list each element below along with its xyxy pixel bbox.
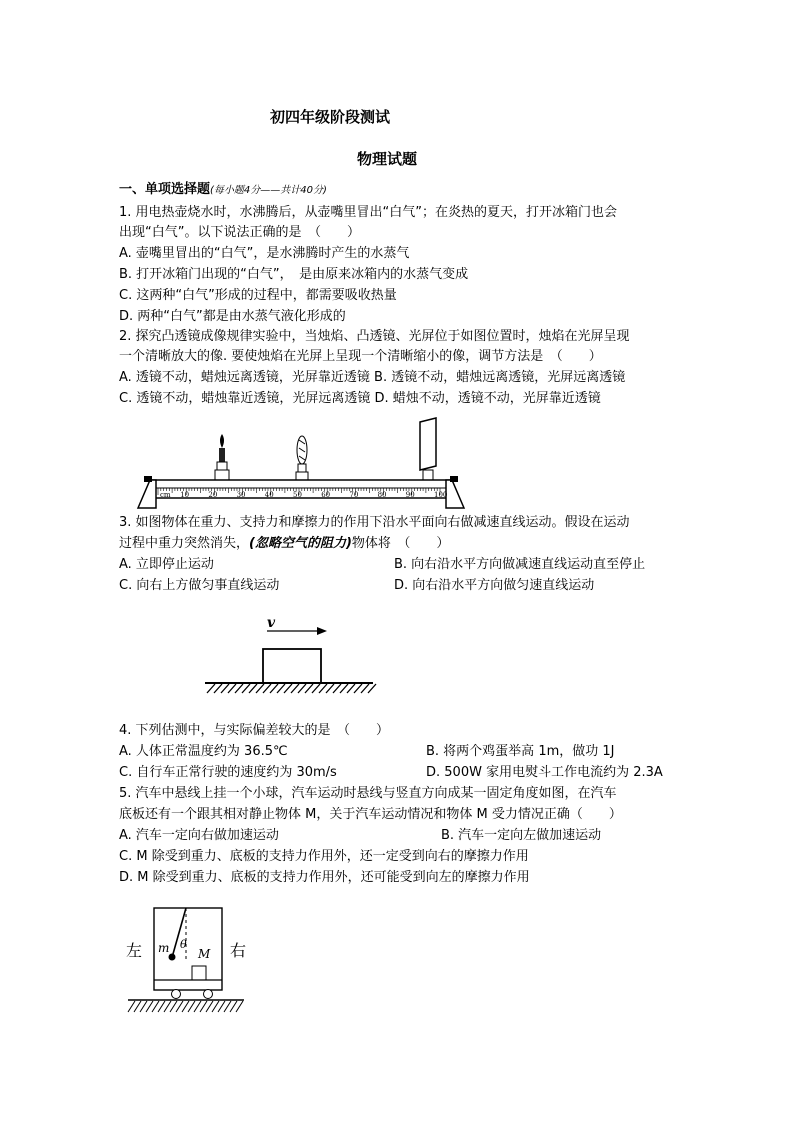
ruler-tick-label: 80	[377, 491, 387, 499]
hatch-line	[361, 684, 369, 693]
hatch-line	[134, 1001, 141, 1012]
q5-stem-line1: 5. 汽车中悬线上挂一个小球，汽车运动时悬线与竖直方向成某一固定角度如图，在汽车	[119, 786, 617, 801]
q4-option-d: D. 500W 家用电熨斗工作电流约为 2.3A	[426, 765, 663, 780]
left-label: 左	[126, 941, 143, 960]
q1-stem-line1: 1. 用电热壶烧水时，水沸腾后，从壶嘴里冒出“白气”；在炎热的夏天，打开冰箱门也会	[119, 205, 618, 220]
hatch-line	[347, 684, 355, 693]
angle-label: θ	[180, 938, 187, 951]
q4-option-b: B. 将两个鸡蛋举高 1m，做功 1J	[426, 744, 615, 759]
ruler-tick-label: 70	[349, 491, 359, 499]
screen-stand	[423, 470, 433, 480]
q3-option-d: D. 向右沿水平方向做匀速直线运动	[394, 578, 595, 593]
q5-option-a: A. 汽车一定向右做加速运动	[119, 828, 279, 843]
section-heading	[119, 181, 327, 200]
right-wheel	[204, 990, 213, 999]
ball-label: m	[158, 941, 170, 955]
hatch-line	[326, 684, 334, 693]
hatch-line	[206, 1001, 213, 1012]
velocity-label: v	[267, 615, 276, 631]
optical-bench-figure	[130, 418, 470, 514]
q2-stem-line2: 一个清晰放大的像. 要使烛焰在光屏上呈现一个清晰缩小的像，调节方法是 （ ）	[119, 349, 602, 364]
q3-stem-line2-a: 过程中重力突然消失，	[119, 536, 250, 551]
hatch-line	[188, 1001, 195, 1012]
page-subtitle: 物理试题	[357, 150, 418, 168]
ruler-tick-label: 40	[264, 491, 274, 499]
ruler-tick-label: 20	[208, 491, 218, 499]
q1-option-d: D. 两种“白气”都是由水蒸气液化形成的	[119, 309, 346, 324]
block-label: M	[198, 947, 211, 961]
candle	[219, 448, 225, 462]
q4-option-a: A. 人体正常温度约为 36.5℃	[119, 744, 288, 759]
ruler-tick-label: cm	[160, 491, 171, 499]
candle-flame	[220, 434, 224, 448]
q3-stem-line2	[119, 535, 449, 553]
light-screen	[420, 418, 436, 470]
hatch-line	[340, 684, 348, 693]
hatch-line	[284, 684, 292, 693]
section-heading-text: 一、单项选择题	[119, 182, 211, 197]
hatch-line	[214, 684, 222, 693]
hatch-line	[228, 684, 236, 693]
hatch-line	[277, 684, 285, 693]
hatch-line	[291, 684, 299, 693]
q5-option-c: C. M 除受到重力、底板的支持力作用外，还一定受到向右的摩擦力作用	[119, 849, 529, 864]
q3-option-a: A. 立即停止运动	[119, 557, 214, 572]
page-title: 初四年级阶段测试	[270, 108, 391, 126]
ruler-tick-label: 60	[321, 491, 331, 499]
hatch-line	[146, 1001, 153, 1012]
bench-right-support	[446, 480, 464, 508]
ruler-tick-label: 90	[405, 491, 415, 499]
ruler-tick-label: 100	[434, 491, 448, 499]
block-m	[192, 966, 206, 980]
q5-stem-line2: 底板还有一个跟其相对静止物体 M，关于汽车运动情况和物体 M 受力情况正确（ ）	[119, 807, 622, 822]
q2-options-ab: A. 透镜不动，蜡烛远离透镜，光屏靠近透镜 B. 透镜不动，蜡烛远离透镜，光屏远离透镜	[119, 370, 626, 385]
hatch-line	[333, 684, 341, 693]
q2-options-cd: C. 透镜不动，蜡烛靠近透镜，光屏远离透镜 D. 蜡烛不动，透镜不动，光屏靠近透镜	[119, 391, 601, 406]
hatch-line	[298, 684, 306, 693]
hatch-line	[176, 1001, 183, 1012]
hatch-line	[242, 684, 250, 693]
hatch-line	[368, 684, 376, 693]
hatch-line	[249, 684, 257, 693]
q2-stem-line1: 2. 探究凸透镜成像规律实验中，当烛焰、凸透镜、光屏位于如图位置时，烛焰在光屏呈现	[119, 329, 630, 344]
hatch-line	[305, 684, 313, 693]
hatch-line	[164, 1001, 171, 1012]
hatch-line	[212, 1001, 219, 1012]
bench-left-support	[138, 480, 156, 508]
hatch-line	[182, 1001, 189, 1012]
hatch-line	[256, 684, 264, 693]
q1-option-b: B. 打开冰箱门出现的“白气”， 是由原来冰箱内的水蒸气变成	[119, 267, 469, 282]
car-pendulum-figure	[124, 900, 274, 1018]
hatch-line	[270, 684, 278, 693]
hatch-line	[221, 684, 229, 693]
hatch-line	[312, 684, 320, 693]
arrow-head-icon	[317, 627, 327, 635]
hatch-line	[236, 1001, 243, 1012]
q1-option-a: A. 壶嘴里冒出的“白气”，是水沸腾时产生的水蒸气	[119, 246, 410, 261]
ruler-tick-label: 50	[293, 491, 302, 499]
q3-stem-line2-b: (忽略空气的阻力)	[249, 536, 352, 551]
ground-hatch	[207, 684, 376, 693]
q4-option-c: C. 自行车正常行驶的速度约为 30m/s	[119, 765, 337, 780]
hatch-line	[194, 1001, 201, 1012]
section-note: (每小题4分——共计40分)	[210, 185, 327, 196]
hatch-line	[230, 1001, 237, 1012]
ruler-tick-label: 10	[180, 491, 190, 499]
ruler-tick-label: 30	[236, 491, 246, 499]
hatch-line	[158, 1001, 165, 1012]
hatch-line	[140, 1001, 147, 1012]
block	[263, 649, 321, 683]
ball	[169, 954, 176, 961]
hatch-line	[200, 1001, 207, 1012]
hatch-line	[319, 684, 327, 693]
q5-option-d: D. M 除受到重力、底板的支持力作用外，还可能受到向左的摩擦力作用	[119, 870, 530, 885]
hatch-line	[128, 1001, 135, 1012]
hatch-line	[207, 684, 215, 693]
q4-stem: 4. 下列估测中，与实际偏差较大的是 （ ）	[119, 723, 390, 738]
left-wheel	[172, 990, 181, 999]
q1-option-c: C. 这两种“白气”形成的过程中，都需要吸收热量	[119, 288, 397, 303]
hatch-line	[170, 1001, 177, 1012]
hatch-line	[354, 684, 362, 693]
road-hatch	[128, 1001, 243, 1012]
q3-option-b: B. 向右沿水平方向做减速直线运动直至停止	[394, 557, 646, 572]
q3-stem-line2-c: 物体将 （ ）	[351, 536, 450, 551]
q5-option-b: B. 汽车一定向左做加速运动	[441, 828, 602, 843]
hatch-line	[224, 1001, 231, 1012]
hatch-line	[152, 1001, 159, 1012]
right-label: 右	[230, 941, 247, 960]
q3-option-c: C. 向右上方做匀事直线运动	[119, 578, 280, 593]
q3-stem-line1: 3. 如图物体在重力、支持力和摩擦力的作用下沿水平面向右做减速直线运动。假设在运动	[119, 515, 630, 530]
hatch-line	[263, 684, 271, 693]
block-motion-figure	[205, 605, 375, 697]
q1-stem-line2: 出现“白气”。以下说法正确的是 （ ）	[119, 225, 360, 240]
hatch-line	[218, 1001, 225, 1012]
hatch-line	[235, 684, 243, 693]
